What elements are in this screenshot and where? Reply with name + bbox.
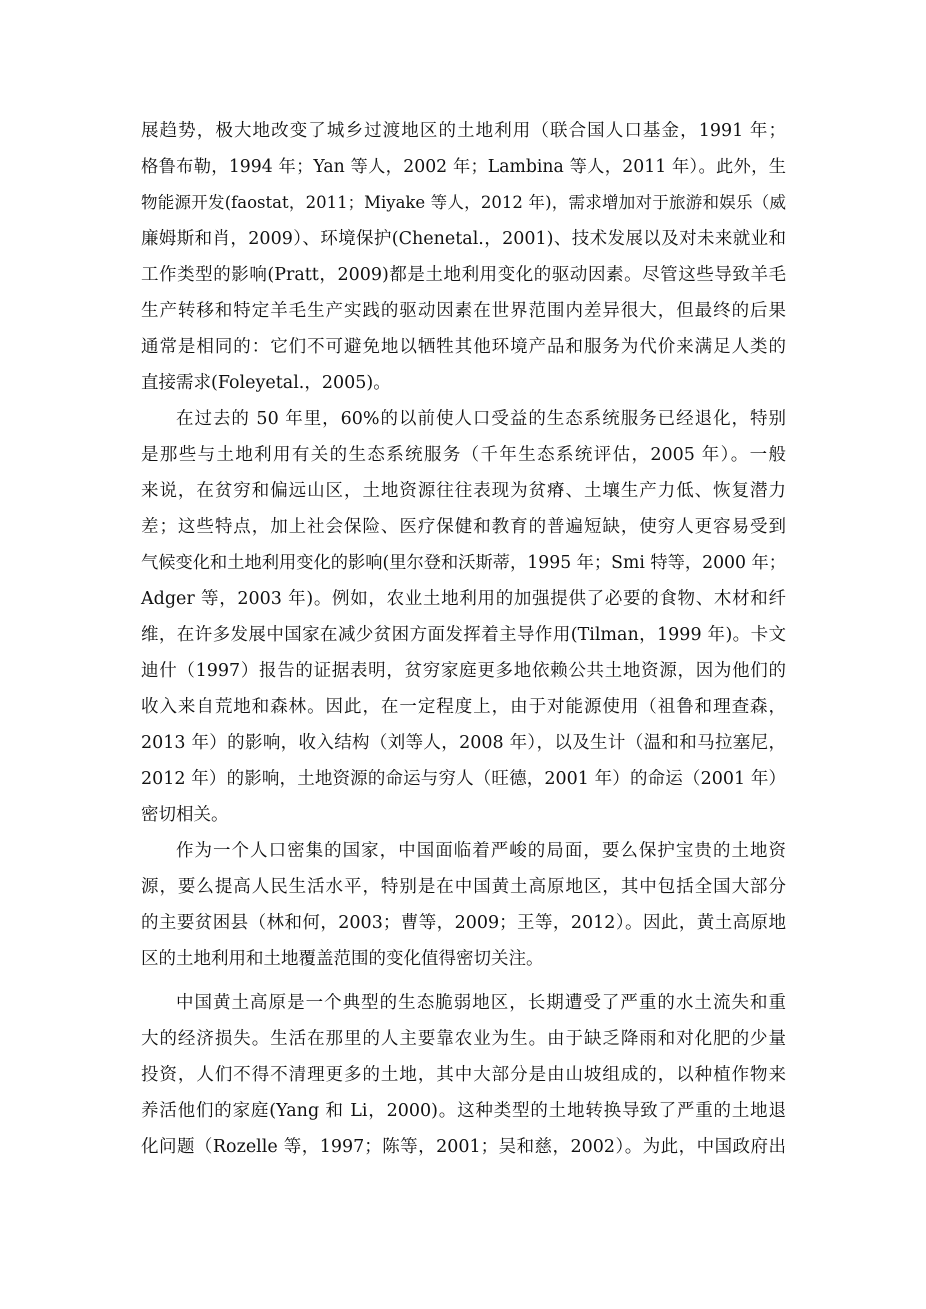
paragraph-3-line-4: 区的土地利用和土地覆盖范围的变化值得密切关注。 bbox=[141, 949, 544, 969]
paragraph-4-line-2: 大的经济损失。生活在那里的人主要靠农业为生。由于缺乏降雨和对化肥的少量 bbox=[141, 1029, 786, 1049]
paragraph-2-line-9: 收入来自荒地和森林。因此，在一定程度上，由于对能源使用（祖鲁和理查森， bbox=[141, 697, 786, 717]
paragraph-1-line-4: 廉姆斯和肖，2009）、环境保护(Chenetal.，2001)、技术发展以及对未来就业和 bbox=[141, 229, 786, 249]
paragraph-4-line-5: 化问题（Rozelle 等，1997；陈等，2001；吴和慈，2002）。为此，中国政府出 bbox=[141, 1137, 786, 1157]
paragraph-3-line-3: 的主要贫困县（林和何，2003；曹等，2009；王等，2012）。因此，黄土高原地 bbox=[141, 913, 786, 933]
paragraph-2-line-1: 在过去的 50 年里，60%的以前使人口受益的生态系统服务已经退化，特别 bbox=[176, 409, 786, 429]
paragraph-1-line-7: 通常是相同的：它们不可避免地以牺牲其他环境产品和服务为代价来满足人类的 bbox=[141, 337, 786, 357]
paragraph-3-line-1: 作为一个人口密集的国家，中国面临着严峻的局面，要么保护宝贵的土地资 bbox=[176, 841, 786, 861]
paragraph-1-line-2: 格鲁布勒，1994 年；Yan 等人，2002 年；Lambina 等人，2011 年）。此外，生 bbox=[141, 157, 786, 177]
paragraph-2-line-7: 维，在许多发展中国家在减少贫困方面发挥着主导作用(Tilman，1999 年)。卡文 bbox=[141, 625, 786, 645]
paragraph-1-line-1: 展趋势，极大地改变了城乡过渡地区的土地利用（联合国人口基金，1991 年； bbox=[141, 121, 786, 141]
paragraph-3-line-2: 源，要么提高人民生活水平，特别是在中国黄土高原地区，其中包括全国大部分 bbox=[141, 877, 786, 897]
paragraph-2-line-3: 来说，在贫穷和偏远山区，土地资源往往表现为贫瘠、土壤生产力低、恢复潜力 bbox=[141, 481, 786, 501]
paragraph-2-line-4: 差；这些特点，加上社会保险、医疗保健和教育的普遍短缺，使穷人更容易受到 bbox=[141, 517, 786, 537]
paragraph-4-line-4: 养活他们的家庭(Yang 和 Li，2000)。这种类型的土地转换导致了严重的土地退 bbox=[141, 1101, 786, 1121]
paragraph-2-line-10: 2013 年）的影响，收入结构（刘等人，2008 年），以及生计（温和和马拉塞尼， bbox=[141, 733, 786, 753]
paragraph-2-line-2: 是那些与土地利用有关的生态系统服务（千年生态系统评估，2005 年）。一般 bbox=[141, 445, 786, 465]
paragraph-2-line-12: 密切相关。 bbox=[141, 805, 229, 825]
paragraph-2-line-6: Adger 等，2003 年)。例如，农业土地利用的加强提供了必要的食物、木材和纤 bbox=[141, 589, 786, 609]
paragraph-1-line-6: 生产转移和特定羊毛生产实践的驱动因素在世界范围内差异很大，但最终的后果 bbox=[141, 301, 786, 321]
paragraph-4-line-1: 中国黄土高原是一个典型的生态脆弱地区，长期遭受了严重的水土流失和重 bbox=[176, 993, 786, 1013]
paragraph-1-line-5: 工作类型的影响(Pratt，2009)都是土地利用变化的驱动因素。尽管这些导致羊毛 bbox=[141, 265, 786, 285]
paragraph-2-line-8: 迪什（1997）报告的证据表明，贫穷家庭更多地依赖公共土地资源，因为他们的 bbox=[141, 661, 786, 681]
paragraph-2-line-11: 2012 年）的影响，土地资源的命运与穷人（旺德，2001 年）的命运（2001 年） bbox=[141, 769, 786, 789]
paragraph-2-line-5: 气候变化和土地利用变化的影响(里尔登和沃斯蒂，1995 年；Smi 特等，2000 年； bbox=[141, 553, 786, 573]
paragraph-1-line-3: 物能源开发(faostat，2011；Miyake 等人，2012 年)，需求增加对于旅游和娱乐（威 bbox=[141, 193, 786, 212]
paragraph-4-line-3: 投资，人们不得不清理更多的土地，其中大部分是由山坡组成的，以种植作物来 bbox=[141, 1065, 786, 1085]
paragraph-1-line-8: 直接需求(Foleyetal.，2005)。 bbox=[141, 373, 391, 393]
